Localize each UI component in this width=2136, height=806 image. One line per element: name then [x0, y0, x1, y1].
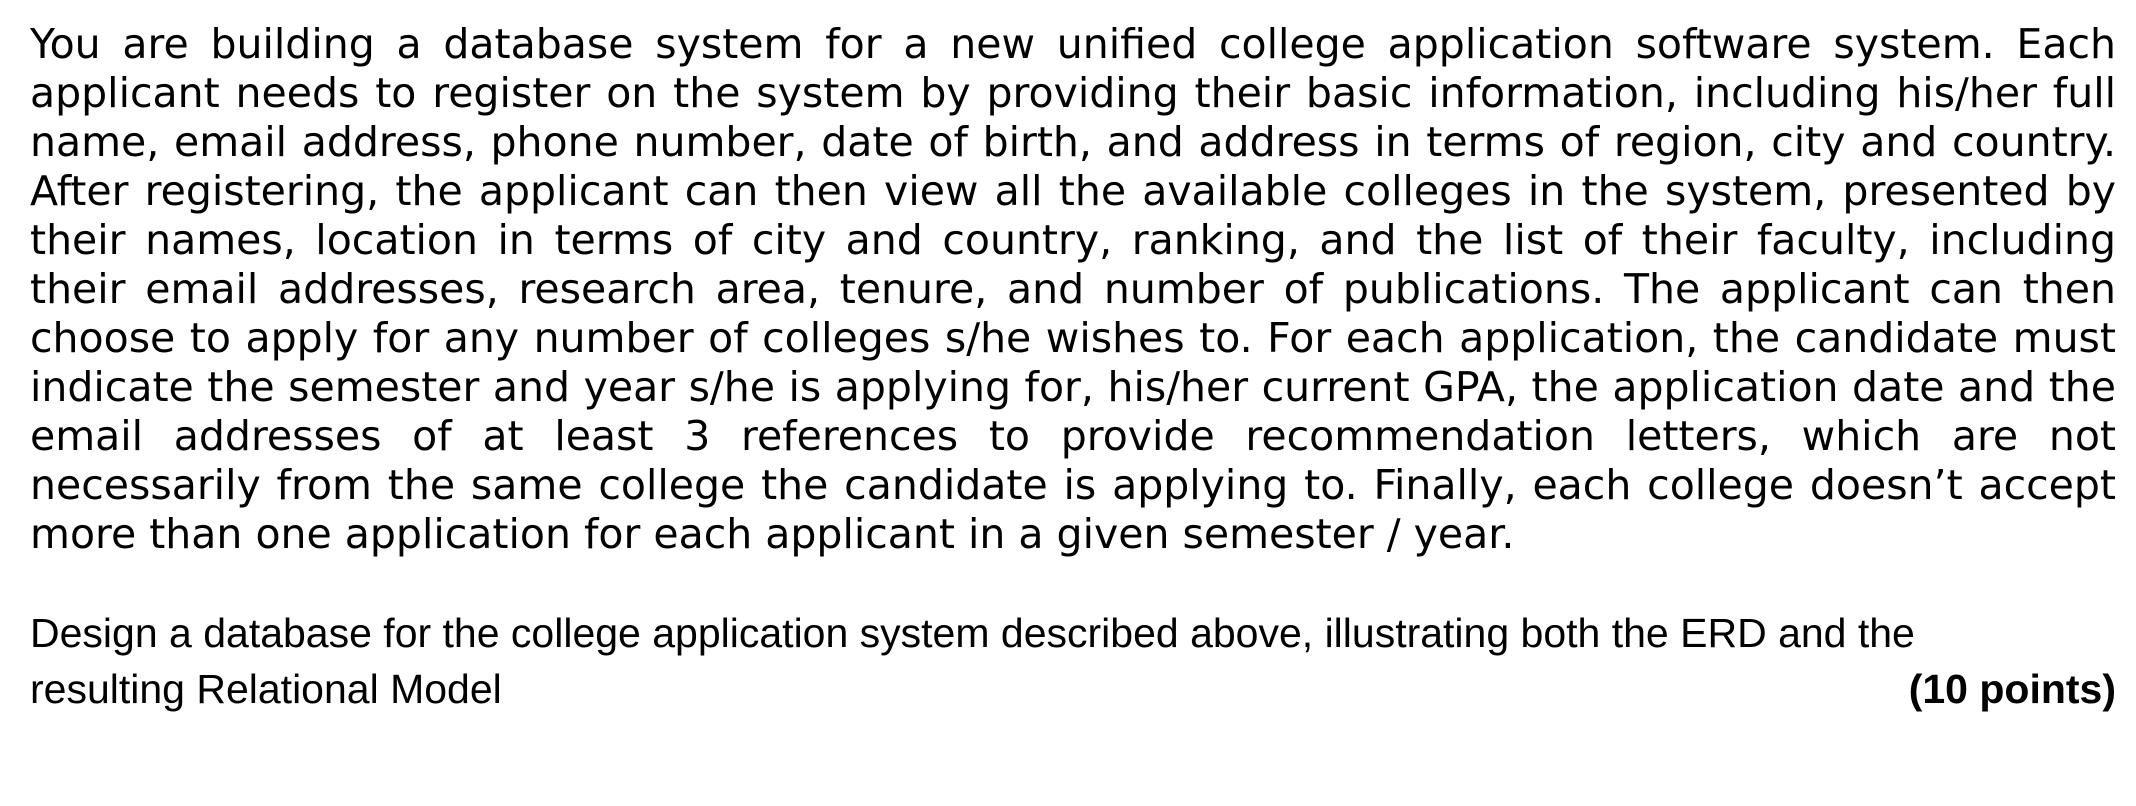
task-line-1: Design a database for the college application system described above, illustrating both the ERD and the [30, 610, 1915, 656]
task-line-2: resulting Relational Model [30, 666, 502, 712]
points-label: (10 points) [1908, 666, 2116, 712]
task-instruction [30, 605, 2116, 717]
scenario-paragraph: You are building a database system for a new unified college application software system. Each applicant needs to register on the system by providing their basic information, including his/her full name, email address, phone number, date of birth, and address in terms of region, city and country. After registering, the applicant can then view all the available colleges in the system, presented by their names, location in terms of city and country, ranking, and the list of their faculty, including their email addresses, research area, tenure, and number of publications. The applicant can then choose to apply for any number of colleges s/he wishes to. For each application, the candidate must indicate the semester and year s/he is applying for, his/her current GPA, the application date and the email addresses of at least 3 references to provide recommendation letters, which are not necessarily from the same college the candidate is applying to. Finally, each college doesn’t accept more than one application for each applicant in a given semester / year. [30, 20, 2116, 558]
question-block [30, 20, 2116, 717]
task-line-2-row [30, 661, 2116, 717]
